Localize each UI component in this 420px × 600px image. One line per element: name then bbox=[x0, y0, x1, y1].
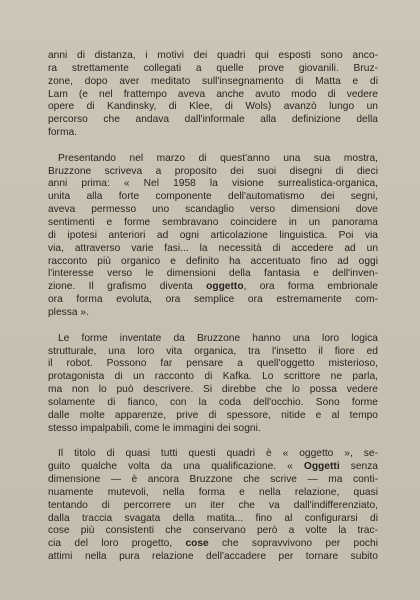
text-line: opere di Kandinsky, di Klee, di Wols) avanzò lungo un bbox=[48, 101, 378, 113]
text-line: protagonista di un racconto di Kafka. Lo scrittore ne parla, bbox=[48, 371, 378, 383]
text-line: il robot. Possono far pensare a quell'oggetto misterioso, bbox=[48, 358, 378, 370]
text-line: solamente di fianco, con la coda dell'occhio. Sono forme bbox=[48, 396, 378, 408]
text-line: dalle molte apparenze, prive di spessore, nitide e al tempo bbox=[48, 409, 378, 421]
text-line: ora forma evoluta, ora semplice ora estremamente com- bbox=[48, 294, 378, 306]
text-line: via, attraverso varie fasi... la necessità di accedere ad un bbox=[48, 242, 378, 254]
text-line: ra strettamente collegati a quelle prove giovanili. Bruz- bbox=[48, 62, 378, 74]
paragraph-1 bbox=[48, 50, 378, 140]
paragraph-3 bbox=[48, 333, 378, 436]
text-line: Lam (e nel frattempo aveva anche avuto modo di vedere bbox=[48, 88, 378, 100]
text-line: Il titolo di quasi tutti questi quadri è « oggetto », se- bbox=[58, 448, 378, 460]
text-line: nuamente mutevoli, nella forma e nella relazione, quasi bbox=[48, 486, 378, 498]
text-line: zione. Il grafismo diventa oggetto, ora forma embrionale bbox=[48, 281, 378, 293]
text-line: dimensione — è ancora Bruzzone che scrive — ma conti- bbox=[48, 473, 378, 485]
text-line: anni di distanza, i motivi dei quadri qui esposti sono anco- bbox=[48, 50, 378, 61]
text-line: attimi nella pura relazione dell'accadere per tornare subito bbox=[48, 551, 378, 563]
text-line: forma. bbox=[48, 127, 77, 139]
text-line: ma non lo può descrivere. Si direbbe che lo possa vedere bbox=[48, 384, 378, 396]
text-line: Le forme inventate da Bruzzone hanno una loro logica bbox=[58, 332, 378, 344]
text-line: unita alla forte componente dell'automatismo dei segni, bbox=[48, 191, 378, 203]
text-line: stesso impalpabili, come le immagini dei sogni. bbox=[48, 422, 261, 434]
text-line: racconto più organico e definito ha accentuato fino ad oggi bbox=[48, 255, 378, 267]
text-line: cose più consistenti che conservano però a volte la trac- bbox=[48, 525, 378, 537]
paragraph-4 bbox=[48, 448, 378, 564]
text-line: anni prima: « Nel 1958 la visione surrealistica-organica, bbox=[48, 178, 378, 190]
text-line: strutturale, una loro vita organica, tra l'insetto il fiore ed bbox=[48, 345, 378, 357]
body-text bbox=[48, 50, 378, 577]
text-line: tentando di percorrere un iter che va dall'indifferenziato, bbox=[48, 499, 378, 511]
text-line: guito qualche volta da una qualificazione. « Oggetti senza bbox=[48, 461, 378, 473]
text-line: Presentando nel marzo di quest'anno una sua mostra, bbox=[58, 152, 378, 164]
text-line: cia del loro progetto, cose che sopravvivono per pochi bbox=[48, 538, 378, 550]
text-line: dalla traccia svagata della matita... fino al configurarsi di bbox=[48, 512, 378, 524]
paragraph-2 bbox=[48, 153, 378, 320]
text-line: aveva permesso uno scandaglio verso dimensioni dove bbox=[48, 204, 378, 216]
text-line: di ipotesi anteriori ad ogni articolazione linguistica. Poi via bbox=[48, 229, 378, 241]
text-line: percorso che andava dall'informale alla definizione della bbox=[48, 114, 378, 126]
text-line: zone, dopo aver meditato sull'insegnamento di Matta e di bbox=[48, 75, 378, 87]
text-line: Bruzzone scriveva a proposito dei suoi disegni di dieci bbox=[48, 165, 378, 177]
text-line: l'interesse verso le dimensioni della fantasia e dell'inven- bbox=[48, 268, 378, 280]
text-line: plessa ». bbox=[48, 306, 89, 318]
text-line: sentimenti e forme sembravano coincidere in un panorama bbox=[48, 217, 378, 229]
